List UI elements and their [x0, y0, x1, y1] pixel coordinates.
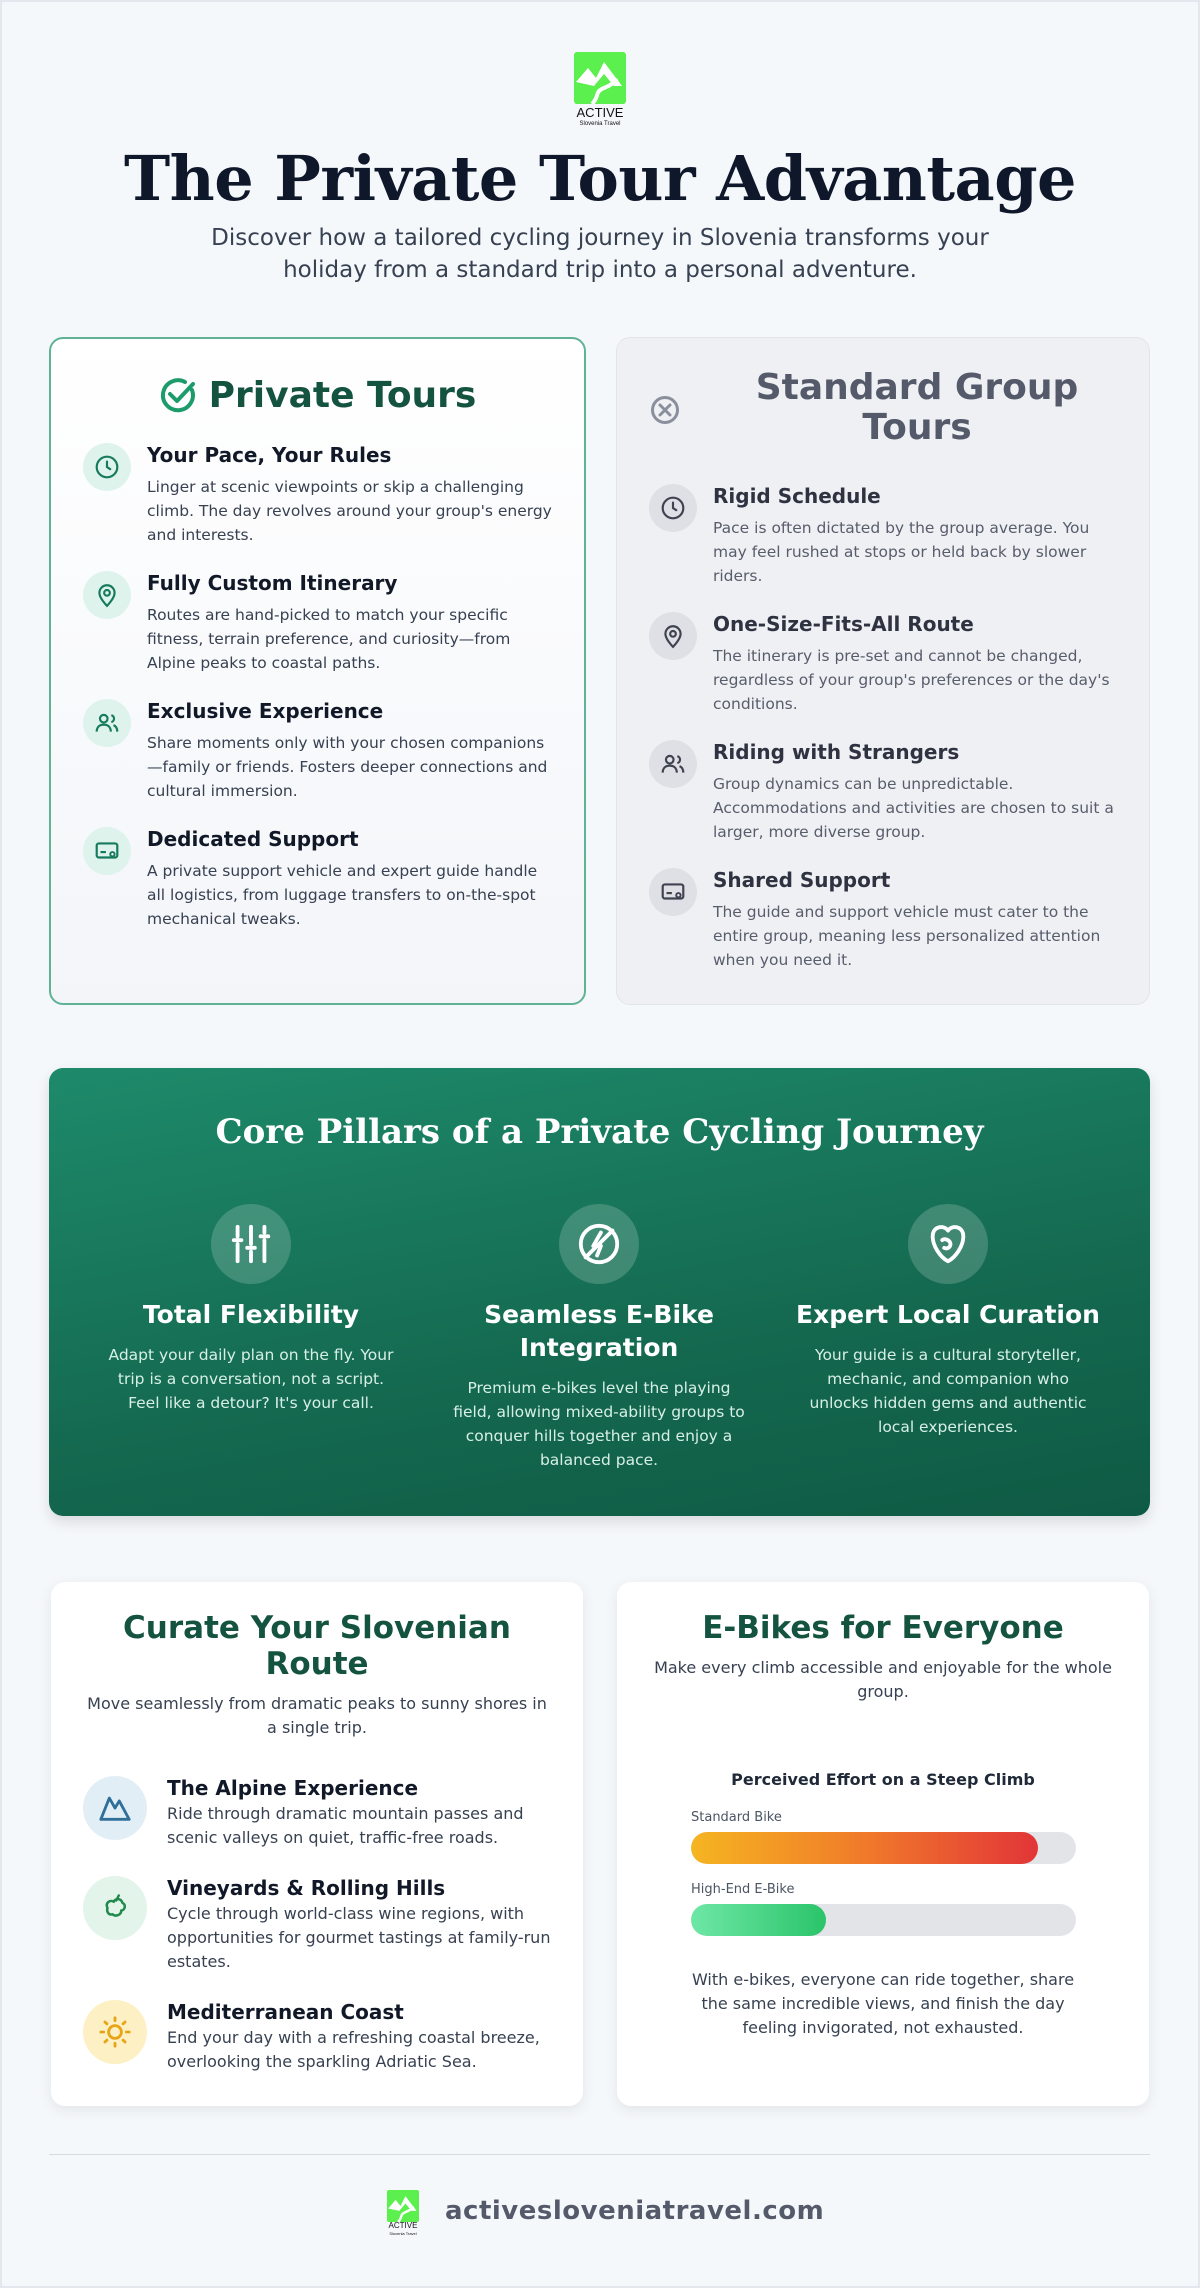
- sun-icon: [83, 2000, 147, 2064]
- pillar-description: Your guide is a cultural storyteller, mechanic, and companion who unlocks hidden gems and authentic local experiences.: [809, 1346, 1087, 1436]
- footer-logo-subtext: Slovenia Travel: [389, 2231, 417, 2236]
- check-circle-icon: [159, 376, 197, 414]
- users-icon: [83, 699, 131, 747]
- core-pillars-section: [49, 1068, 1150, 1516]
- mountain-logo-icon: [387, 2190, 419, 2222]
- footer-logo-image[interactable]: [387, 2190, 419, 2222]
- group-tours-title: Standard Group Tours: [755, 367, 1079, 448]
- feature-description: A private support vehicle and expert guide handle all logistics, from luggage transfers to on-the-spot mechanical tweaks.: [147, 862, 538, 928]
- pillar-description: Premium e-bikes level the playing field, allowing mixed-ability groups to conquer hills together and enjoy a balanced pace.: [453, 1379, 745, 1469]
- route-title: Curate Your Slovenian Route: [123, 1610, 511, 1682]
- private-tours-card: [49, 337, 586, 1005]
- van-icon: [83, 827, 131, 875]
- feature-description: Share moments only with your chosen companions—family or friends. Fosters deeper connections and cultural immersion.: [147, 734, 548, 800]
- mountain-logo-icon: [574, 52, 626, 104]
- ebike-card: [617, 1582, 1149, 2106]
- feature-title: Rigid Schedule: [713, 484, 881, 508]
- private-tours-header: [51, 369, 584, 421]
- logo-subtext: Slovenia Travel: [579, 121, 621, 127]
- feature-description: Routes are hand-picked to match your specific fitness, terrain preference, and curiosity—from Alpine peaks to coastal paths.: [147, 606, 511, 672]
- users-icon: [649, 740, 697, 788]
- feature-description: Linger at scenic viewpoints or skip a challenging climb. The day revolves around your group's energy and interests.: [147, 478, 552, 544]
- map-pin-icon: [649, 612, 697, 660]
- effort-bar-ebike: [691, 1904, 1076, 1936]
- feature-description: The guide and support vehicle must cater to the entire group, meaning less personalized attention when you need it.: [713, 903, 1101, 969]
- feature-title: Riding with Strangers: [713, 740, 960, 764]
- grapes-icon: [83, 1876, 147, 1940]
- clock-icon: [649, 484, 697, 532]
- page-title: The Private Tour Advantage: [124, 142, 1076, 215]
- pillars-title: Core Pillars of a Private Cycling Journey: [215, 1112, 984, 1152]
- bar-label-standard: Standard Bike: [691, 1810, 782, 1825]
- feature-description: The itinerary is pre-set and cannot be changed, regardless of your group's preferences or the day's conditions.: [713, 647, 1110, 713]
- feature-title: Exclusive Experience: [147, 699, 384, 723]
- bolt-icon: [559, 1204, 639, 1284]
- effort-bar-standard: [691, 1832, 1076, 1864]
- private-tours-title: Private Tours: [208, 374, 477, 416]
- clock-icon: [83, 443, 131, 491]
- pillar-item: [783, 1204, 1113, 1439]
- route-card: [51, 1582, 583, 2106]
- sliders-icon: [211, 1204, 291, 1284]
- group-tours-card: [616, 337, 1150, 1005]
- ebike-title: E-Bikes for Everyone: [702, 1610, 1064, 1646]
- route-subtitle: Move seamlessly from dramatic peaks to sunny shores in a single trip.: [87, 1694, 547, 1737]
- van-icon: [649, 868, 697, 916]
- effort-bar-fill-ebike: [691, 1904, 826, 1936]
- route-item-description: Ride through dramatic mountain passes and scenic valleys on quiet, traffic-free roads.: [167, 1804, 524, 1847]
- route-item-description: End your day with a refreshing coastal breeze, overlooking the sparkling Adriatic Sea.: [167, 2028, 540, 2071]
- route-item-title: Vineyards & Rolling Hills: [167, 1876, 446, 1900]
- feature-title: Fully Custom Itinerary: [147, 571, 398, 595]
- pillar-title: Total Flexibility: [142, 1300, 360, 1329]
- pillar-item: [86, 1204, 416, 1415]
- mountain-icon: [83, 1776, 147, 1840]
- route-item-title: The Alpine Experience: [167, 1776, 419, 1800]
- route-item-title: Mediterranean Coast: [167, 2000, 404, 2024]
- ebike-note: With e-bikes, everyone can ride together, share the same incredible views, and finish the day feeling invigorated, not exhausted.: [691, 1970, 1075, 2037]
- effort-chart-title: Perceived Effort on a Steep Climb: [731, 1770, 1035, 1789]
- feature-title: One-Size-Fits-All Route: [713, 612, 974, 636]
- bar-label-ebike: High-End E-Bike: [691, 1882, 795, 1897]
- pillar-description: Adapt your daily plan on the fly. Your trip is a conversation, not a script. Feel like a detour? It's your call.: [108, 1346, 394, 1412]
- route-item-description: Cycle through world-class wine regions, with opportunities for gourmet tastings at family-run estates.: [167, 1904, 551, 1971]
- pillar-item: [434, 1204, 764, 1472]
- heart-icon: [908, 1204, 988, 1284]
- feature-title: Shared Support: [713, 868, 891, 892]
- feature-description: Pace is often dictated by the group average. You may feel rushed at stops or held back by slower riders.: [713, 519, 1090, 585]
- ebike-subtitle: Make every climb accessible and enjoyable for the whole group.: [654, 1658, 1112, 1701]
- website-link[interactable]: activesloveniatravel.com: [445, 2196, 825, 2226]
- pillar-title: Expert Local Curation: [796, 1300, 1100, 1329]
- pillar-title: Seamless E-Bike Integration: [484, 1300, 714, 1362]
- x-circle-icon: [649, 394, 681, 426]
- footer-divider: [49, 2154, 1150, 2155]
- feature-title: Dedicated Support: [147, 827, 359, 851]
- logo-image[interactable]: [574, 52, 626, 104]
- effort-bar-fill-standard: [691, 1832, 1038, 1864]
- feature-description: Group dynamics can be unpredictable. Accommodations and activities are chosen to suit a larger, more diverse group.: [713, 775, 1114, 841]
- logo-text: ACTIVE: [576, 105, 624, 120]
- map-pin-icon: [83, 571, 131, 619]
- page-subtitle: Discover how a tailored cycling journey in Slovenia transforms your holiday from a standard trip into a personal adventure.: [211, 225, 989, 283]
- feature-title: Your Pace, Your Rules: [147, 443, 392, 467]
- footer-logo-text: ACTIVE: [388, 2221, 418, 2230]
